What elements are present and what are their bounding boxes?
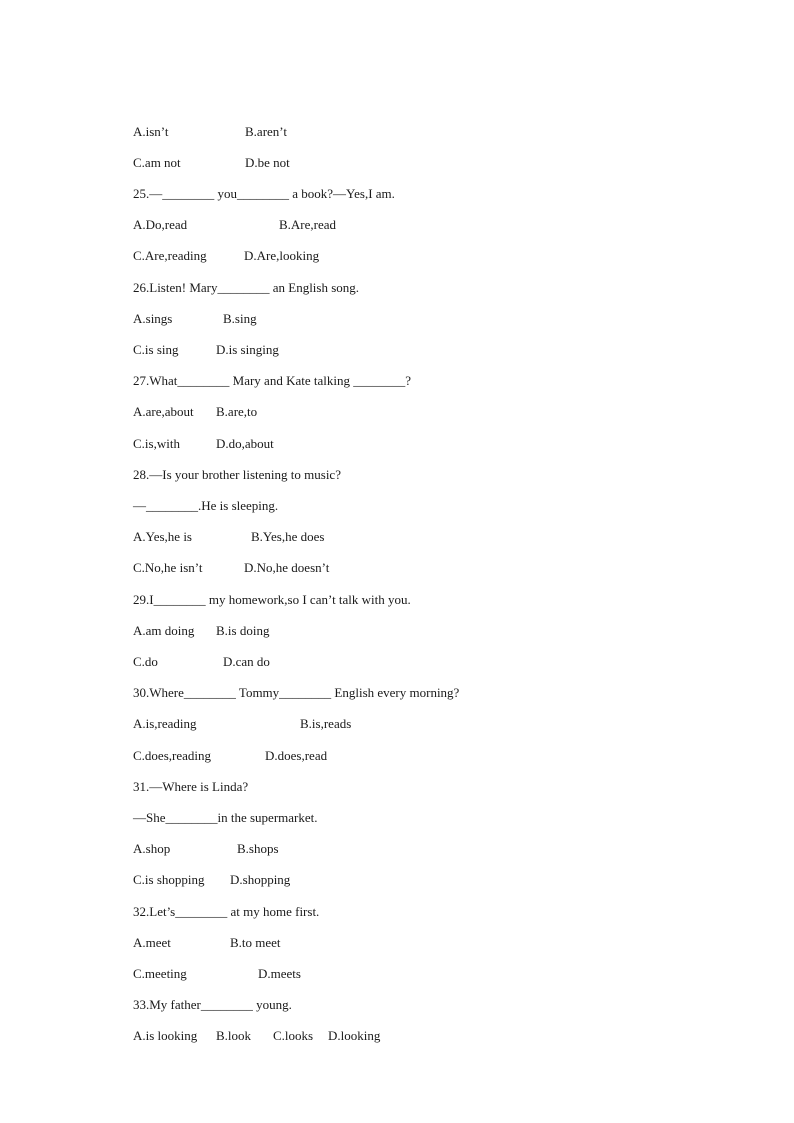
answer-options-row	[120, 226, 320, 263]
option-b: B.is,reads	[300, 716, 352, 731]
answer-options-row	[120, 850, 291, 887]
answer-options-row	[120, 382, 258, 419]
option-b: B.to meet	[230, 935, 281, 950]
answer-options-row	[120, 102, 287, 139]
question-27	[120, 351, 411, 388]
question-text: 33.My father________ young.	[133, 997, 292, 1012]
option-c: C.Are,reading	[133, 248, 207, 263]
option-c: C.is shopping	[133, 872, 205, 887]
answer-options-row	[120, 632, 270, 669]
answer-options-row	[120, 726, 328, 763]
question-28	[120, 445, 341, 482]
question-text: 31.—Where is Linda?	[133, 779, 249, 794]
answer-options-row	[120, 133, 290, 170]
question-31-response	[120, 788, 318, 825]
option-b: B.are,to	[216, 404, 258, 419]
option-a: A.is,reading	[133, 716, 197, 731]
option-c: C.is sing	[133, 342, 179, 357]
answer-options-row	[120, 944, 301, 981]
question-text: 32.Let’s________ at my home first.	[133, 904, 320, 919]
question-32	[120, 882, 320, 919]
option-c: C.do	[133, 654, 158, 669]
option-d: D.is singing	[216, 342, 279, 357]
question-text: —________.He is sleeping.	[133, 498, 279, 513]
option-d: D.meets	[258, 966, 301, 981]
option-c: C.looks	[273, 1028, 314, 1043]
option-d: D.does,read	[265, 748, 328, 763]
question-26	[120, 258, 360, 295]
option-c: C.is,with	[133, 436, 180, 451]
answer-options-row	[120, 913, 281, 950]
option-d: D.Are,looking	[244, 248, 320, 263]
option-a: A.am doing	[133, 623, 195, 638]
option-a: A.isn’t	[133, 124, 169, 139]
option-b: B.Are,read	[279, 217, 337, 232]
answer-options-row	[120, 414, 274, 451]
answer-options-row	[120, 1006, 381, 1043]
option-c: C.does,reading	[133, 748, 211, 763]
answer-options-row	[120, 320, 279, 357]
option-d: D.do,about	[216, 436, 274, 451]
question-31	[120, 757, 249, 794]
option-b: B.aren’t	[245, 124, 287, 139]
option-c: C.No,he isn’t	[133, 560, 203, 575]
option-a: A.meet	[133, 935, 171, 950]
question-text: 29.I________ my homework,so I can’t talk with you.	[133, 592, 411, 607]
question-30	[120, 663, 460, 700]
answer-options-row	[120, 819, 279, 856]
option-d: D.looking	[328, 1028, 381, 1043]
option-b: B.Yes,he does	[251, 529, 325, 544]
question-28-response	[120, 476, 279, 513]
option-d: D.be not	[245, 155, 290, 170]
option-a: A.Do,read	[133, 217, 188, 232]
answer-options-row	[120, 601, 270, 638]
question-25	[120, 164, 395, 201]
option-d: D.shopping	[230, 872, 291, 887]
question-33	[120, 975, 292, 1012]
question-text: 30.Where________ Tommy________ English every morning?	[133, 685, 460, 700]
question-text: —She________in the supermarket.	[133, 810, 318, 825]
answer-options-row	[120, 538, 330, 575]
answer-options-row	[120, 195, 337, 232]
option-b: B.shops	[237, 841, 279, 856]
option-a: A.shop	[133, 841, 171, 856]
question-text: 27.What________ Mary and Kate talking ________?	[133, 373, 411, 388]
option-c: C.meeting	[133, 966, 187, 981]
option-c: C.am not	[133, 155, 181, 170]
answer-options-row	[120, 507, 325, 544]
question-29	[120, 570, 411, 607]
answer-options-row	[120, 289, 257, 326]
option-b: B.is doing	[216, 623, 270, 638]
option-b: B.look	[216, 1028, 252, 1043]
option-a: A.are,about	[133, 404, 194, 419]
question-text: 25.—________ you________ a book?—Yes,I am.	[133, 186, 395, 201]
option-a: A.Yes,he is	[133, 529, 192, 544]
question-text: 28.—Is your brother listening to music?	[133, 467, 341, 482]
option-d: D.No,he doesn’t	[244, 560, 330, 575]
option-a: A.is looking	[133, 1028, 198, 1043]
question-text: 26.Listen! Mary________ an English song.	[133, 280, 360, 295]
option-a: A.sings	[133, 311, 173, 326]
option-d: D.can do	[223, 654, 270, 669]
option-b: B.sing	[223, 311, 257, 326]
answer-options-row	[120, 694, 352, 731]
